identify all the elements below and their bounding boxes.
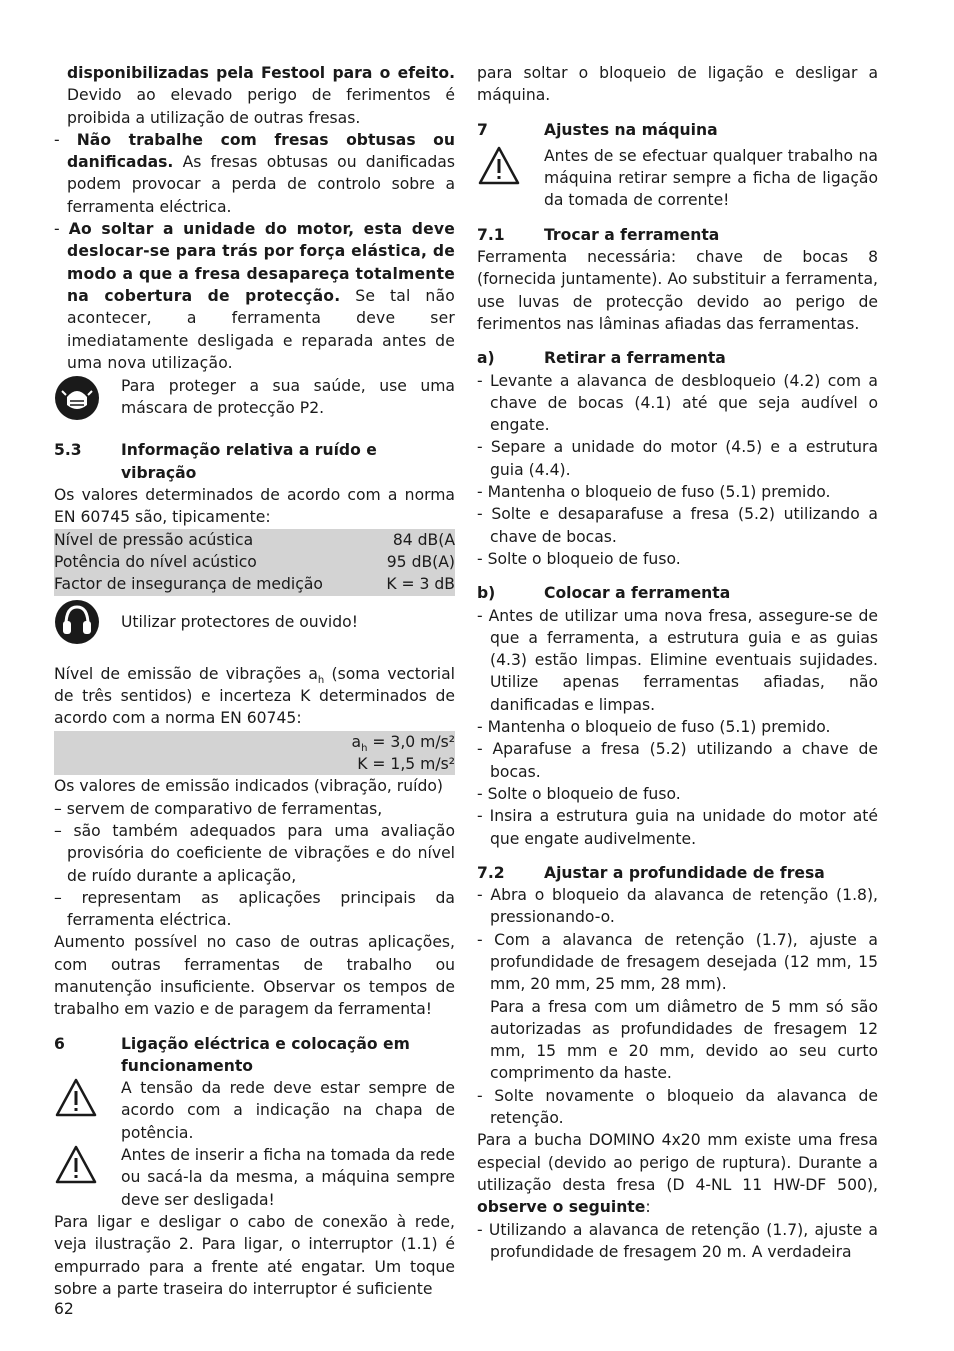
respirator-mask-icon: [54, 375, 121, 427]
page-number: 62: [54, 1300, 74, 1318]
section-number: 7.2: [477, 863, 505, 882]
section-heading-6: [54, 1033, 455, 1078]
table-row: [54, 573, 455, 595]
paragraph: [54, 663, 455, 730]
bold-text: observe o seguinte: [477, 1198, 646, 1217]
warning-notice: [54, 1144, 455, 1211]
paragraph: Para ligar e desligar o cabo de conexão à rede, veja ilustração 2. Para ligar, o interruptor (1.1) é empurrado para a frente até engatar. Um toque sobre a parte traseira do interruptor é suficiente: [54, 1212, 455, 1298]
table-cell-label: Potência do nível acústico: [54, 551, 373, 573]
list-item: - Com a alavanca de retenção (1.7), ajuste a profundidade de fresagem desejada (12 mm, 15 mm, 20 mm, 25 mm, 28 mm).: [477, 930, 878, 994]
right-column: [477, 62, 878, 1263]
paragraph: Ferramenta necessária: chave de bocas 8 (fornecida juntamente). Ao substituir a ferramenta, use luvas de protecção devido ao perigo de ferimentos nas lâminas afiadas das ferramentas.: [477, 248, 878, 333]
paragraph: Os valores determinados de acordo com a norma EN 60745 são, tipicamente:: [54, 486, 455, 527]
noise-table: [54, 529, 455, 596]
section-number: b): [477, 584, 496, 603]
subscript: h: [361, 742, 368, 754]
list-item: - Utilizando a alavanca de retenção (1.7), ajuste a profundidade de fresagem 20 m. A verdadeira: [477, 1220, 878, 1261]
section-number: 5.3: [54, 441, 82, 460]
warning-text: A tensão da rede deve estar sempre de acordo com a indicação na chapa de potência.: [121, 1079, 455, 1142]
section-title: Informação relativa a ruído e vibração: [121, 441, 377, 482]
paragraph: para soltar o bloqueio de ligação e desligar a máquina.: [477, 64, 878, 105]
list-item: - Solte novamente o bloqueio da alavanca de retenção.: [477, 1086, 878, 1128]
bold-text: Não trabalhe com fresas obtusas ou danificadas.: [67, 130, 455, 172]
ear-text: Utilizar protectores de ouvido!: [121, 612, 358, 631]
section-heading-7-1: [477, 224, 878, 246]
dash: -: [54, 220, 69, 239]
subsection-heading-a: [477, 347, 878, 369]
list-item: - Mantenha o bloqueio de fuso (5.1) premido.: [477, 718, 831, 737]
list-item: – servem de comparativo de ferramentas,: [54, 799, 383, 818]
section-title: Trocar a ferramenta: [544, 225, 720, 244]
list-item: - Abra o bloqueio da alavanca de retenção (1.8), pressionando-o.: [477, 886, 878, 927]
section-title: Ajustar a profundidade de fresa: [544, 863, 825, 882]
section-number: 7: [477, 120, 488, 139]
list-item: - Levante a alavanca de desbloqueio (4.2) com a chave de bocas (4.1) até que seja audível o engate.: [477, 371, 878, 435]
table-cell-value: 95 dB(A): [373, 551, 455, 573]
table-row: [54, 551, 455, 573]
list-item: - Antes de utilizar uma nova fresa, assegure-se de que a ferramenta, a estrutura guia e as guias (4.3) estão limpas. Elimine eventuais sujidades. Utilize apenas ferramentas afiadas, não danificadas e limpas.: [477, 606, 878, 714]
paragraph: [54, 62, 455, 129]
text: Nível de emissão de vibrações a: [54, 664, 318, 683]
vibration-ah: [54, 731, 455, 753]
table-cell-label: Nível de pressão acústica: [54, 529, 373, 551]
bold-text: Ao soltar a unidade do motor, esta deve deslocar-se para trás por força elástica, de modo a que a fresa desapareça totalmente na cobertura de protecção.: [67, 220, 456, 305]
list-item: - Insira a estrutura guia na unidade do motor até que engate audivelmente.: [477, 807, 878, 848]
section-heading-7: [477, 119, 878, 141]
table-cell-value: 84 dB(A: [373, 529, 455, 551]
list-item: [54, 129, 455, 218]
list-item: – representam as aplicações principais da ferramenta eléctrica.: [54, 888, 455, 930]
section-number: 7.1: [477, 225, 505, 244]
section-title: Retirar a ferramenta: [544, 349, 726, 368]
section-number: a): [477, 349, 495, 368]
subscript: h: [317, 674, 325, 686]
table-cell-label: Factor de insegurança de medição: [54, 573, 373, 595]
list-item: – são também adequados para uma avaliação provisória do coeficiente de vibrações e do nível de ruído durante a aplicação,: [54, 821, 455, 885]
list-item: [54, 218, 455, 374]
text: a: [351, 732, 362, 751]
warning-text: Antes de se efectuar qualquer trabalho na máquina retirar sempre a ficha de ligação da tomada de corrente!: [544, 146, 878, 210]
warning-icon: [477, 145, 544, 193]
mask-notice: [54, 375, 455, 427]
section-heading-7-2: [477, 862, 878, 884]
text: Para a bucha DOMINO 4x20 mm existe uma fresa especial (devido ao perigo de ruptura). Durante a utilização desta fresa (D 4-NL 11 HW-DF 500),: [477, 1131, 878, 1194]
list-item: - Solte o bloqueio de fuso.: [477, 549, 681, 568]
left-column: [54, 62, 455, 1300]
list-item: - Separe a unidade do motor (4.5) e a estrutura guia (4.4).: [477, 438, 878, 479]
text: Se tal não acontecer, a ferramenta deve ser imediatamente desligada e reparada antes de uma nova utilização.: [67, 286, 456, 372]
text: As fresas obtusas ou danificadas podem provocar a perda de controlo sobre a ferramenta eléctrica.: [67, 153, 455, 216]
section-title: Colocar a ferramenta: [544, 584, 731, 603]
section-title: Ajustes na máquina: [544, 120, 718, 139]
text: :: [645, 1198, 651, 1217]
subsection-heading-b: [477, 582, 878, 604]
list-item: - Solte o bloqueio de fuso.: [477, 784, 681, 803]
text: Devido ao elevado perigo de ferimentos é proibida a utilização de outras fresas.: [67, 86, 455, 127]
mask-text: Para proteger a sua saúde, use uma máscara de protecção P2.: [121, 377, 455, 418]
paragraph: [477, 1129, 878, 1218]
warning-notice: [477, 145, 878, 212]
section-number: 6: [54, 1034, 65, 1053]
vibration-values: [54, 731, 455, 776]
list-item: - Mantenha o bloqueio de fuso (5.1) premido.: [477, 483, 831, 502]
warning-notice: [54, 1077, 455, 1144]
section-title: Ligação eléctrica e colocação em funcionamento: [121, 1034, 410, 1075]
ear-protection-icon: [54, 599, 121, 651]
warning-text: Antes de inserir a ficha na tomada da rede ou sacá-la da mesma, a máquina sempre deve ser desligada!: [121, 1146, 455, 1209]
warning-icon: [54, 1077, 121, 1125]
list-item-note: Para a fresa com um diâmetro de 5 mm só são autorizadas as profundidades de fresagem 12 mm, 15 mm e 20 mm, devido ao seu curto comprimento da haste.: [490, 997, 878, 1083]
dash: -: [54, 130, 77, 149]
text: (soma vectorial de três sentidos) e incerteza K determinados de acordo com a norma EN 60745:: [54, 664, 455, 728]
list-item: - Aparafuse a fresa (5.2) utilizando a chave de bocas.: [477, 740, 878, 781]
ear-protection-notice: [54, 599, 455, 651]
paragraph: Os valores de emissão indicados (vibração, ruído): [54, 777, 443, 796]
bold-text: disponibilizadas pela Festool para o efeito.: [67, 64, 455, 82]
text: = 3,0 m/s²: [367, 732, 455, 751]
table-cell-value: K = 3 dB: [373, 573, 455, 595]
warning-icon: [54, 1144, 121, 1192]
table-row: [54, 529, 455, 551]
paragraph: Aumento possível no caso de outras aplicações, com outras ferramentas de trabalho ou manutenção insuficiente. Observar os tempos de trabalho em vazio e de paragem da ferramenta!: [54, 933, 455, 1019]
list-item: - Solte e desaparafuse a fresa (5.2) utilizando a chave de bocas.: [477, 505, 878, 546]
section-heading-5-3: [54, 439, 455, 484]
vibration-k: K = 1,5 m/s²: [357, 755, 455, 774]
